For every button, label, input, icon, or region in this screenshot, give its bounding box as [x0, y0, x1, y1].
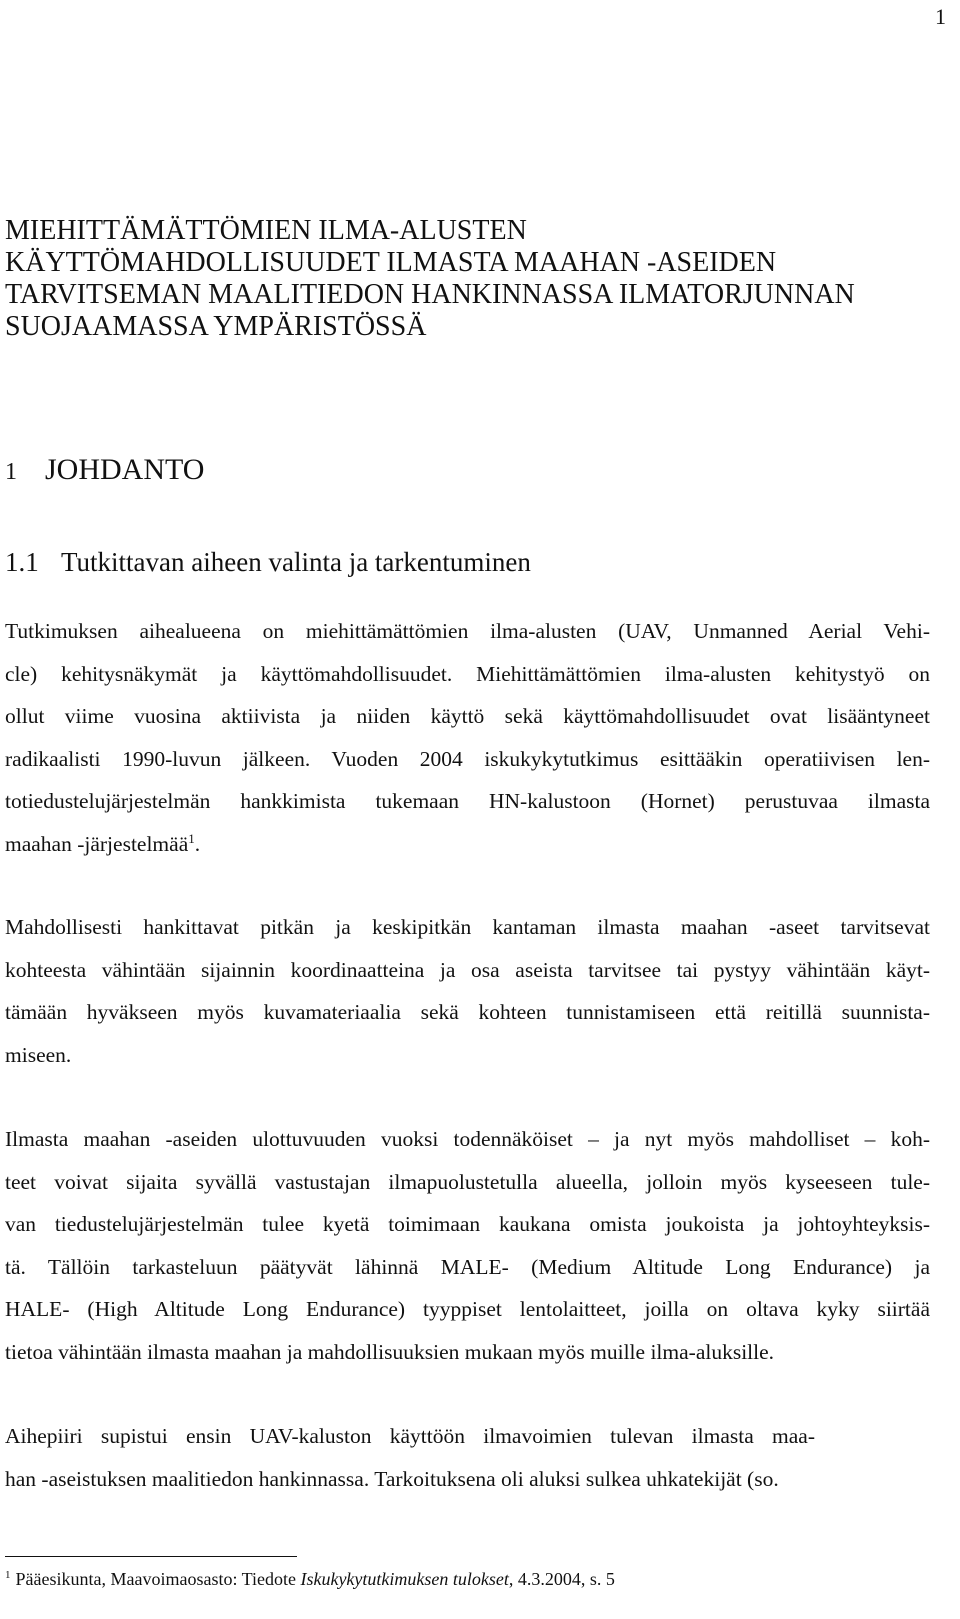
title-line: SUOJAAMASSA YMPÄRISTÖSSÄ: [5, 311, 427, 342]
subsection-title: Tutkittavan aiheen valinta ja tarkentuminen: [61, 547, 531, 577]
paragraph-line: Tutkimuksen aihealueena on miehittämättömien ilma-alusten (UAV, Unmanned Aerial Vehi-: [5, 619, 930, 643]
paragraph-line: tietoa vähintään ilmasta maahan ja mahdollisuuksien mukaan myös muille ilma-aluksille.: [5, 1339, 775, 1364]
title-line: MIEHITTÄMÄTTÖMIEN ILMA-ALUSTEN: [5, 215, 527, 246]
paragraph-3: [5, 1118, 930, 1374]
footnote-text-end: , 4.3.2004, s. 5: [508, 1569, 615, 1589]
paragraph-2: [5, 906, 930, 1076]
paragraph-line: han -aseistuksen maalitiedon hankinnassa. Tarkoituksena oli aluksi sulkea uhkatekijät (so.: [5, 1466, 779, 1491]
paragraph-line: teet voivat sijaita syvällä vastustajan ilmapuolustetulla alueella, jolloin myös kyseeseen tule-: [5, 1169, 930, 1194]
subsection-number: 1.1: [5, 547, 39, 577]
section-title: JOHDANTO: [45, 453, 205, 486]
paragraph-line: Mahdollisesti hankittavat pitkän ja keskipitkän kantaman ilmasta maahan -aseet tarvitsevat: [5, 915, 930, 939]
page-number: 1: [935, 4, 946, 29]
paragraph-line: Aihepiiri supistui ensin UAV-kaluston käyttöön ilmavoimien tulevan ilmasta maa-: [5, 1424, 815, 1448]
document-title: [5, 215, 935, 343]
paragraph-line: HALE- (High Altitude Long Endurance) tyyppiset lentolaitteet, joilla on oltava kyky siirtää: [5, 1297, 930, 1322]
paragraph-line: van tiedustelujärjestelmän tulee kyetä toimimaan kaukana omista joukoista ja johtoyhteyksis-: [5, 1212, 930, 1237]
footnote-italic-title: Iskukykytutkimuksen tulokset: [300, 1569, 509, 1589]
paragraph-line: ollut viime vuosina aktiivista ja niiden käyttö sekä käyttömahdollisuudet ovat lisääntyneet: [5, 704, 930, 729]
title-line: KÄYTTÖMAHDOLLISUUDET ILMASTA MAAHAN -ASEIDEN: [5, 247, 777, 278]
paragraph-line: cle) kehitysnäkymät ja käyttömahdollisuudet. Miehittämättömien ilma-alusten kehitystyö on: [5, 661, 930, 686]
footnote-text: Pääesikunta, Maavoimaosasto: Tiedote: [15, 1569, 301, 1589]
paragraph-line: kohteesta vähintään sijainnin koordinaatteina ja osa aseista tarvitsee tai pystyy vähintään käyt-: [5, 957, 930, 982]
footnote-separator: [5, 1556, 297, 1557]
footnote-marker: 1: [5, 1569, 11, 1581]
paragraph-line: tä. Tällöin tarkasteluun päätyvät lähinnä MALE- (Medium Altitude Long Endurance) ja: [5, 1254, 930, 1279]
paragraph-line: Ilmasta maahan -aseiden ulottuvuuden vuoksi todennäköiset – ja nyt myös mahdolliset – koh-: [5, 1127, 930, 1151]
section-number: 1: [5, 459, 17, 485]
subsection-heading: [5, 547, 531, 578]
paragraph-4: [5, 1415, 815, 1500]
footnote: [5, 1569, 615, 1590]
title-line: TARVITSEMAN MAALITIEDON HANKINNASSA ILMATORJUNNAN: [5, 279, 855, 310]
paragraph-line: miseen.: [5, 1042, 72, 1067]
paragraph-line: totiedustelujärjestelmän hankkimista tukemaan HN-kalustoon (Hornet) perustuvaa ilmasta: [5, 789, 930, 814]
paragraph-line: radikaalisti 1990-luvun jälkeen. Vuoden 2004 iskukykytutkimus esittääkin operatiivisen len-: [5, 746, 930, 771]
paragraph-line-last: [5, 823, 930, 866]
paragraph-line: tämään hyväkseen myös kuvamateriaalia sekä kohteen tunnistamiseen että reitillä suunnista-: [5, 1000, 930, 1025]
sentence-period: .: [194, 831, 201, 856]
section-heading: [5, 453, 204, 487]
footnote-reference[interactable]: 1: [188, 830, 195, 846]
paragraph-1: [5, 610, 930, 866]
paragraph-line-text: maahan -järjestelmää: [5, 831, 189, 856]
